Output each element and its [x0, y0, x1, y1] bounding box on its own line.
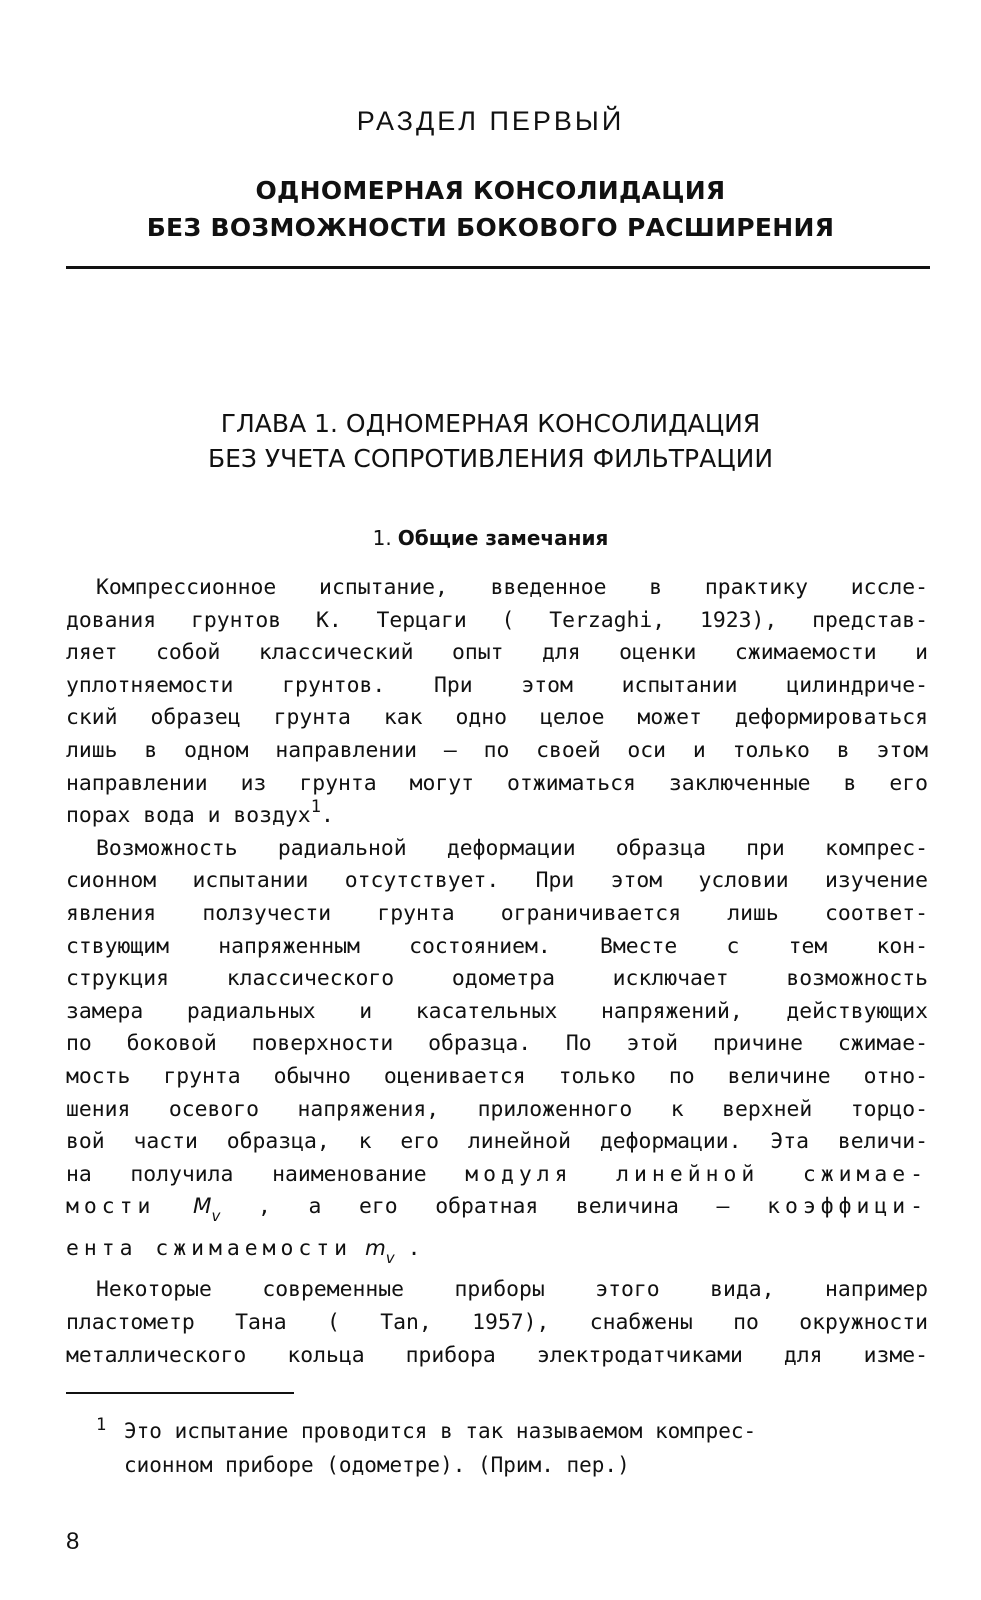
footnote-reference: 1: [310, 797, 321, 818]
footnote-line: Это испытание проводится в так называемом компрес-: [124, 1419, 757, 1443]
footnote-line: сионном приборе (одометре). (Прим. пер.): [124, 1453, 630, 1477]
chapter-title-line: ГЛАВА 1. ОДНОМЕРНАЯ КОНСОЛИДАЦИЯ: [220, 409, 761, 438]
text-line: вой части образца, к его линейной деформации. Эта величи-: [66, 1129, 928, 1155]
text-line: пластометр Тана ( Tan, 1957), снабжены по окружности: [66, 1310, 928, 1336]
section-title-line: БЕЗ ВОЗМОЖНОСТИ БОКОВОГО РАСШИРЕНИЯ: [146, 213, 835, 242]
text-fragment: , а его обратная величина –: [258, 1194, 730, 1220]
subsection-title: Общие замечания: [397, 526, 609, 550]
symbol-subscript: v: [211, 1207, 221, 1226]
section-title-line: ОДНОМЕРНАЯ КОНСОЛИДАЦИЯ: [255, 176, 726, 205]
text-line: ляет собой классический опыт для оценки сжимаемости и: [66, 640, 928, 666]
subsection-heading: [0, 526, 981, 550]
text-line: лишь в одном направлении – по своей оси и только в этом: [66, 737, 928, 763]
symbol-coefficient: [364, 1235, 395, 1267]
text-line: [66, 1191, 928, 1233]
section-label: РАЗДЕЛ ПЕРВЫЙ: [356, 106, 625, 136]
footnote-mark: 1: [96, 1415, 107, 1435]
chapter-title: [0, 406, 981, 476]
text-line: мость грунта обычно оценивается только по величине отно-: [66, 1063, 928, 1089]
text-line: замера радиальных и касательных напряжений, действующих: [66, 998, 928, 1024]
footnote: [96, 1414, 928, 1482]
text-line: дования грунтов К. Терцаги ( Terzaghi, 1923), представ-: [66, 607, 928, 633]
symbol-subscript: v: [385, 1248, 395, 1267]
spaced-term: ента сжимаемости: [66, 1235, 353, 1261]
text-line: направлении из грунта могут отжиматься заключенные в его: [66, 770, 928, 796]
text-line: Возможность радиальной деформации образца при компрес-: [96, 835, 928, 861]
chapter-title-line: БЕЗ УЧЕТА СОПРОТИВЛЕНИЯ ФИЛЬТРАЦИИ: [207, 444, 774, 473]
footnote-divider: [66, 1392, 294, 1394]
text-line: явления ползучести грунта ограничивается лишь соответ-: [66, 900, 928, 926]
text-line: металлического кольца прибора электродатчиками для изме-: [66, 1342, 928, 1368]
text-fragment: на получила наименование: [66, 1161, 427, 1187]
symbol-modulus: [193, 1194, 221, 1226]
page-number: 8: [66, 1528, 80, 1555]
text-fragment: порах вода и воздух: [66, 803, 311, 829]
text-line: Компрессионное испытание, введенное в практику иссле-: [96, 575, 928, 600]
subsection-number: 1.: [372, 526, 392, 550]
text-fragment: .: [320, 803, 334, 829]
spaced-term: мости: [66, 1194, 156, 1220]
text-line: шения осевого напряжения, приложенного к верхней торцо-: [66, 1096, 928, 1122]
section-divider: [66, 266, 930, 269]
text-fragment: .: [407, 1235, 421, 1261]
spaced-term: модуля линейной сжимае-: [465, 1161, 928, 1187]
symbol-letter: M: [193, 1194, 212, 1220]
text-line: Некоторые современные приборы этого вида, например: [96, 1277, 928, 1303]
text-line: ский образец грунта как одно целое может деформироваться: [66, 705, 928, 731]
text-line: [66, 1159, 928, 1192]
text-line: уплотняемости грунтов. При этом испытании цилиндриче-: [66, 672, 928, 698]
text-line: [66, 1233, 928, 1275]
body-text: [66, 572, 928, 1372]
text-line: по боковой поверхности образца. По этой причине сжимае-: [66, 1031, 928, 1057]
section-title: [0, 172, 981, 246]
symbol-letter: m: [364, 1235, 386, 1261]
spaced-term: коэффици-: [767, 1194, 928, 1220]
text-line: струкция классического одометра исключает возможность: [66, 966, 928, 992]
text-line: ствующим напряженным состоянием. Вместе с тем кон-: [66, 933, 928, 959]
text-line: сионном испытании отсутствует. При этом условии изучение: [66, 868, 928, 894]
text-line: [66, 797, 928, 833]
